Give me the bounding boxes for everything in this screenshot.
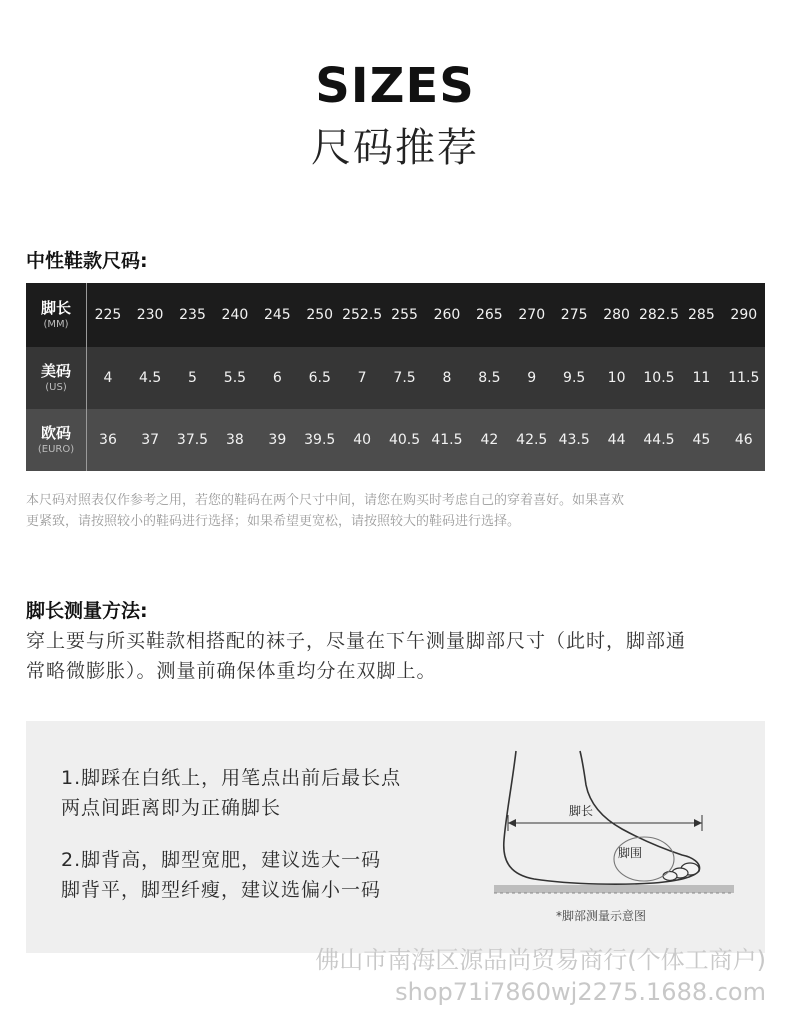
size-cell: 40 [353, 432, 372, 448]
size-cell: 290 [730, 307, 758, 323]
arrow-head-right [694, 819, 702, 827]
diagram-girth-label: 脚围 [618, 846, 643, 860]
size-cell: 260 [433, 307, 461, 323]
size-cell: 43.5 [558, 432, 590, 448]
method-text-line: 常略微膨胀）。测量前确保体重均分在双脚上。 [26, 660, 437, 682]
size-cell: 45 [692, 432, 711, 448]
step-2 [61, 845, 461, 905]
size-section-title: 中性鞋款尺码: [26, 250, 148, 272]
diagram-caption: *脚部测量示意图 [556, 909, 647, 923]
size-cell: 5 [188, 370, 197, 386]
method-description [26, 626, 766, 686]
page-subtitle: 尺码推荐 [311, 125, 479, 171]
method-text-line: 穿上要与所买鞋款相搭配的袜子，尽量在下午测量脚部尺寸（此时，脚部通 [26, 630, 687, 652]
size-cell: 42 [480, 432, 499, 448]
size-cell: 38 [226, 432, 244, 448]
size-cell: 11.5 [728, 370, 760, 386]
size-cell: 6 [272, 370, 282, 386]
size-cell: 39 [268, 432, 287, 448]
row-unit: (EURO) [37, 444, 75, 455]
size-row [26, 409, 765, 471]
size-note-line: 本尺码对照表仅作参考之用，若您的鞋码在两个尺寸中间，请您在购买时考虑自己的穿着喜好。如果喜欢 [26, 493, 625, 508]
size-cell: 36 [99, 432, 117, 448]
row-label: 美码 [40, 362, 71, 380]
arrow-head-left [508, 819, 516, 827]
size-cell: 275 [560, 307, 588, 323]
size-cell: 240 [221, 307, 249, 323]
size-cell: 230 [136, 307, 164, 323]
size-cell: 37 [141, 432, 160, 448]
step-2-line: 2.脚背高，脚型宽肥，建议选大一码 [61, 849, 382, 871]
size-cell: 37.5 [176, 432, 209, 448]
row-unit: (US) [45, 382, 67, 393]
size-cell: 44 [607, 432, 626, 448]
size-cell: 225 [94, 307, 122, 323]
watermark-shop-name: 佛山市南海区源品尚贸易商行(个体工商户) [315, 946, 766, 974]
size-row [26, 347, 765, 409]
foot-outline [504, 751, 700, 884]
page-title: SIZES [315, 58, 475, 114]
size-cell: 10 [607, 370, 626, 386]
method-title: 脚长测量方法: [26, 600, 148, 622]
size-cell: 7.5 [393, 370, 416, 386]
size-cell: 8 [442, 370, 452, 386]
size-cell: 41.5 [431, 432, 463, 448]
ground-strip [494, 885, 734, 893]
size-cell: 40.5 [388, 432, 421, 448]
size-cell: 270 [518, 307, 546, 323]
size-cell: 235 [179, 307, 206, 323]
size-cell: 10.5 [643, 370, 675, 386]
size-cell: 245 [263, 307, 291, 323]
size-cell: 6.5 [308, 370, 331, 386]
size-cell: 11 [692, 370, 711, 386]
size-cell: 39.5 [304, 432, 336, 448]
row-label: 欧码 [40, 424, 71, 442]
size-cell: 285 [688, 307, 715, 323]
size-note-line: 更紧致，请按照较小的鞋码进行选择；如果希望更宽松，请按照较大的鞋码进行选择。 [26, 514, 521, 529]
step-1 [61, 763, 461, 823]
size-cell: 265 [475, 307, 503, 323]
size-row [26, 283, 765, 347]
size-cell: 7 [357, 370, 367, 386]
watermark-shop-url: shop71i7860wj2275.1688.com [395, 978, 766, 1006]
size-cell: 46 [734, 432, 753, 448]
size-cell: 9.5 [563, 370, 586, 386]
foot-measurement-diagram [494, 745, 734, 925]
size-row-header [26, 347, 87, 409]
diagram-length-label: 脚长 [569, 804, 594, 818]
size-note [26, 490, 766, 532]
header [0, 56, 790, 174]
step-2-line: 脚背平，脚型纤瘦，建议选偏小一码 [61, 879, 382, 901]
size-cell: 8.5 [478, 370, 501, 386]
size-chart-table [26, 283, 765, 471]
size-cell: 44.5 [643, 432, 675, 448]
size-row-header [26, 409, 87, 471]
row-unit: (MM) [43, 319, 69, 330]
size-cell: 42.5 [516, 432, 548, 448]
size-cell: 252.5 [342, 307, 383, 323]
size-cell: 5.5 [223, 370, 247, 386]
row-label: 脚长 [40, 299, 71, 317]
measurement-panel [26, 721, 765, 953]
size-cell: 4 [103, 370, 113, 386]
size-row-header [26, 283, 87, 347]
size-cell: 9 [527, 370, 537, 386]
size-cell: 282.5 [638, 307, 680, 323]
size-cell: 4.5 [138, 370, 162, 386]
step-1-line: 两点间距离即为正确脚长 [61, 797, 282, 819]
size-cell: 280 [603, 307, 630, 323]
size-cell: 250 [306, 307, 334, 323]
toe-shape [663, 872, 677, 881]
step-1-line: 1.脚踩在白纸上，用笔点出前后最长点 [61, 767, 402, 789]
size-cell: 255 [391, 307, 418, 323]
